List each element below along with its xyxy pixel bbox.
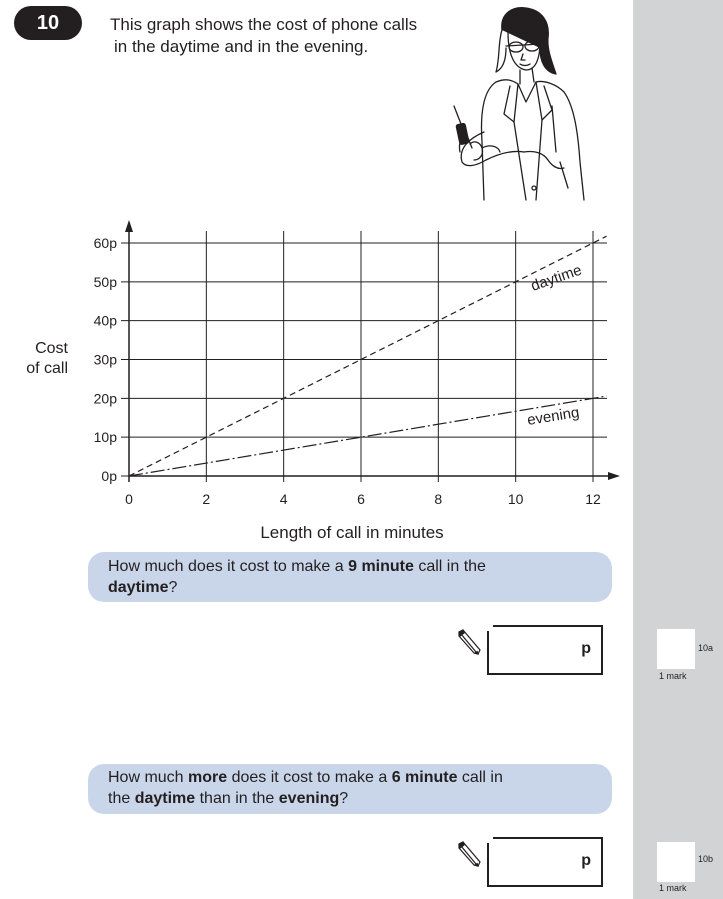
- prompt-text: ?: [339, 790, 349, 807]
- x-tick-label: 2: [202, 491, 211, 507]
- prompt-bold-text: daytime: [108, 579, 169, 596]
- cost-graph: [0, 210, 633, 550]
- prompt-text: does it cost to make a: [227, 769, 392, 786]
- x-axis-label: Length of call in minutes: [260, 523, 444, 542]
- series-line-daytime: [129, 236, 607, 476]
- mark-label-10b: 1 mark: [659, 883, 687, 893]
- series-lines: [129, 236, 607, 476]
- prompt-bold-text: daytime: [134, 790, 196, 807]
- x-tick-label: 10: [507, 491, 524, 507]
- mark-id-10a: 10a: [698, 643, 714, 653]
- question-10a-prompt: [88, 552, 612, 602]
- prompt-text: ?: [168, 579, 178, 596]
- y-tick-label: 60p: [93, 235, 117, 251]
- x-tick-label: 4: [279, 491, 288, 507]
- marking-margin: [633, 0, 723, 899]
- y-tick-label: 40p: [93, 312, 117, 329]
- y-tick-label: 20p: [93, 390, 117, 407]
- prompt-bold-text: evening: [278, 790, 340, 807]
- prompt-text: call in the: [413, 558, 486, 575]
- y-axis-label-line-2: of call: [26, 360, 68, 377]
- prompt-text: How much: [108, 769, 189, 786]
- answer-box-10b[interactable]: [487, 837, 603, 887]
- mark-box-10a: [657, 629, 695, 669]
- intro-line-2: in the daytime and in the evening.: [114, 37, 369, 56]
- series-line-evening: [129, 396, 607, 476]
- y-axis-arrow: [125, 220, 133, 232]
- y-tick-label: 50p: [93, 273, 117, 290]
- y-axis-label-line-1: Cost: [35, 340, 68, 357]
- x-axis-ticks: [125, 491, 601, 507]
- prompt-text: than in the: [195, 790, 279, 807]
- prompt-bold-text: more: [188, 769, 228, 786]
- answer-box-notch: [487, 837, 493, 843]
- prompt-bold-text: 6 minute: [391, 769, 458, 786]
- prompt-text: call in: [457, 769, 503, 786]
- x-tick-label: 8: [434, 491, 443, 507]
- unit-label: p: [581, 640, 591, 657]
- prompt-text: How much does it cost to make a: [108, 558, 349, 575]
- mark-box-10b: [657, 842, 695, 882]
- series-label-daytime: daytime: [528, 261, 584, 295]
- y-axis-ticks: [94, 235, 118, 484]
- x-tick-label: 6: [357, 491, 365, 507]
- x-axis-arrow: [608, 472, 620, 480]
- x-tick-label: 0: [125, 491, 133, 507]
- woman-with-phone-illustration: [440, 2, 590, 204]
- y-tick-label: 10p: [93, 429, 117, 446]
- mark-label-10a: 1 mark: [659, 671, 687, 681]
- y-tick-label: 0p: [101, 468, 117, 484]
- question-number-badge: 10: [14, 6, 82, 40]
- unit-label: p: [581, 852, 591, 869]
- pencil-icon: [456, 840, 482, 868]
- intro-line-1: This graph shows the cost of phone calls: [110, 15, 418, 34]
- x-tick-label: 12: [585, 491, 601, 507]
- prompt-bold-text: 9 minute: [348, 558, 414, 575]
- pencil-icon: [456, 628, 482, 656]
- question-10b-prompt: [88, 764, 612, 814]
- prompt-text: the: [108, 790, 135, 807]
- graph-axes: [125, 220, 620, 482]
- mark-id-10b: 10b: [698, 854, 714, 864]
- answer-box-notch: [487, 625, 493, 631]
- y-axis-label: [4, 339, 68, 379]
- y-tick-label: 30p: [93, 351, 117, 368]
- series-label-evening: evening: [525, 403, 581, 429]
- answer-box-10a[interactable]: [487, 625, 603, 675]
- question-intro: [110, 14, 470, 58]
- graph-gridlines: [121, 231, 607, 482]
